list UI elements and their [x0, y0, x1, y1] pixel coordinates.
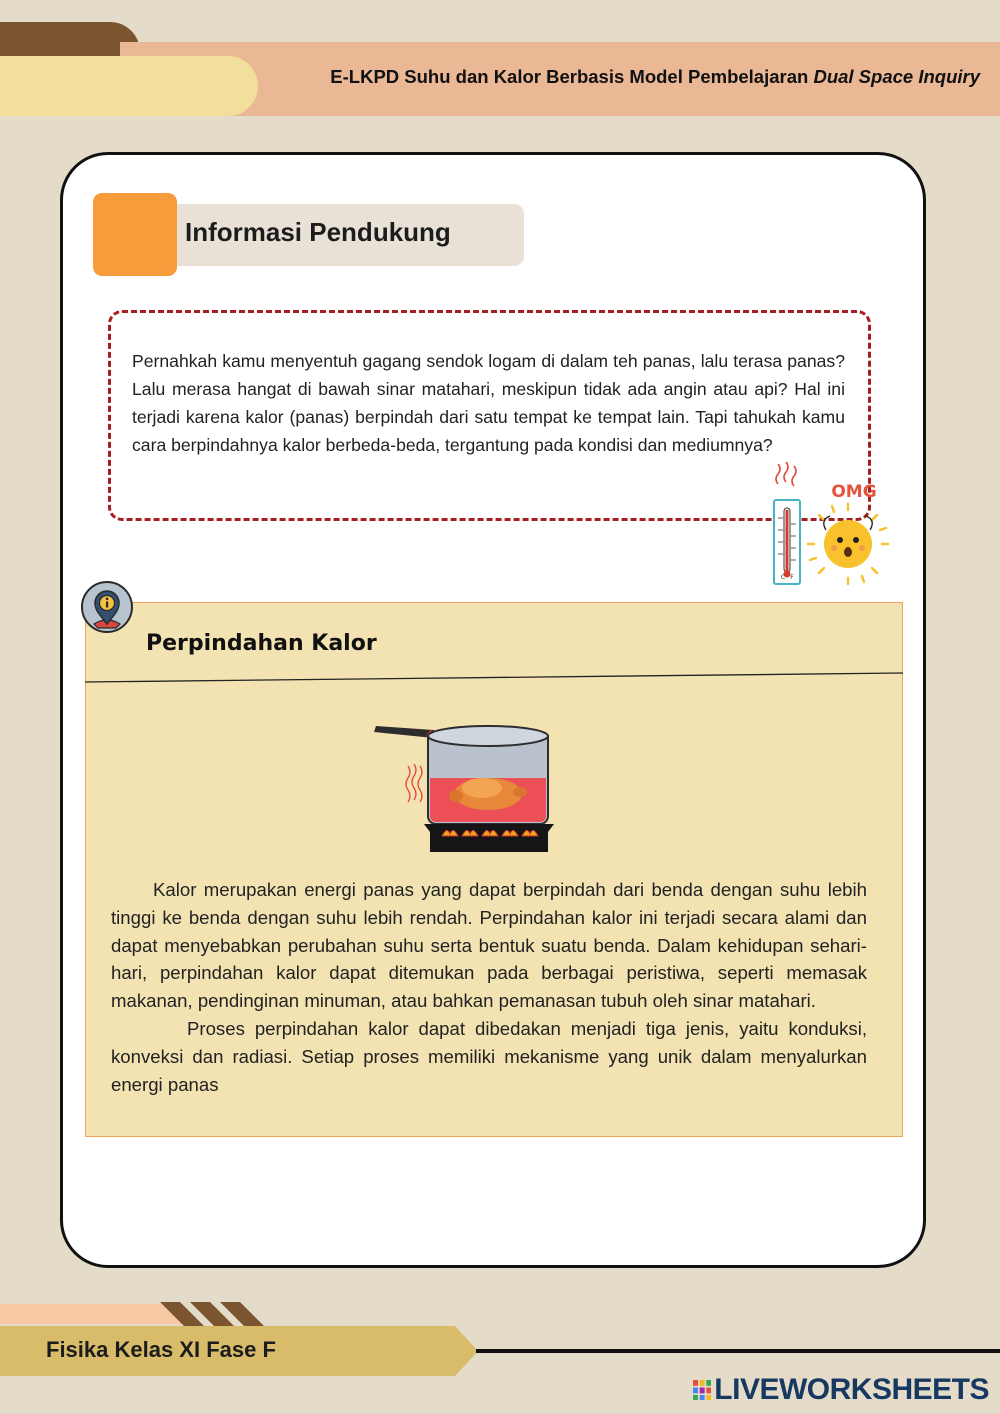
panel-divider: [85, 671, 903, 685]
paragraph-heat-types: Proses perpindahan kalor dapat dibedakan menjadi tiga jenis, yaitu konduksi, konveksi dan radiasi. Setiap proses memiliki mekanisme yang unik dalam menyalurkan energi panas: [111, 1017, 867, 1095]
panel-body-text: [111, 876, 867, 1098]
section-title-accent: [93, 193, 177, 276]
footer-peach-band: [0, 1304, 186, 1324]
thermometer-f-label: F: [790, 574, 794, 581]
document-title: [330, 66, 980, 88]
paragraph-heat-definition: Kalor merupakan energi panas yang dapat berpindah dari benda dengan suhu lebih tinggi ke benda dengan suhu lebih rendah. Perpindahan kalor ini terjadi secara alami dan dapat menyebabkan perubahan suhu serta bentuk suatu benda. Dalam kehidupan sehari-hari, perpindahan kalor dapat ditemukan pada berbagai peristiwa, seperti memasak makanan, pendinginan minuman, atau bahkan pemanasan tubuh oleh sinar matahari.: [111, 879, 867, 1012]
footer-rule: [476, 1349, 1000, 1353]
thermometer-c-label: C: [780, 574, 786, 581]
header-yellow-tab: [0, 56, 258, 116]
intro-text: Pernahkah kamu menyentuh gagang sendok logam di dalam teh panas, lalu terasa panas? Lalu merasa hangat di bawah sinar matahari, meskipun tidak ada angin atau api? Hal ini terjadi karena kalor (panas) berpindah dari satu tempat ke tempat lain. Tapi tahukah kamu cara berpindahnya kalor berbeda-beda, tergantung pada kondisi dan mediumnya?: [132, 351, 845, 455]
omg-label: OMG: [831, 482, 877, 502]
section-title: Informasi Pendukung: [185, 217, 451, 247]
document-title-main: E-LKPD Suhu dan Kalor Berbasis Model Pembelajaran: [330, 66, 814, 87]
footer-stripes: [160, 1302, 270, 1330]
liveworksheets-grid-icon: [693, 1378, 711, 1402]
panel-title: Perpindahan Kalor: [146, 631, 377, 656]
cooking-pot-illustration: [370, 716, 556, 856]
liveworksheets-logo[interactable]: [693, 1372, 989, 1408]
info-location-pin-icon: [80, 580, 134, 634]
hot-sun-thermometer-icon: [764, 460, 894, 590]
document-title-italic: Dual Space Inquiry: [813, 66, 980, 87]
footer-label: Fisika Kelas XI Fase F: [46, 1337, 276, 1362]
liveworksheets-wordmark: LIVEWORKSHEETS: [714, 1373, 989, 1406]
